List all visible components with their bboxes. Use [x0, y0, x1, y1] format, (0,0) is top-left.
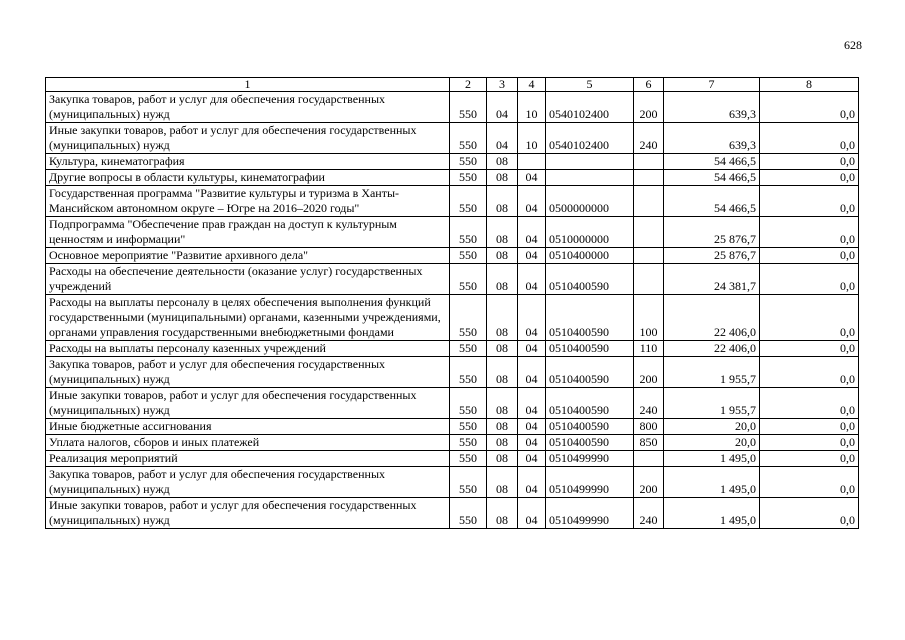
row-subsection-cell: 04: [518, 388, 546, 419]
row-code-cell: 550: [450, 341, 487, 357]
row-amount2-cell: 0,0: [760, 388, 859, 419]
row-name-cell: Реализация мероприятий: [46, 451, 450, 467]
row-subsection-cell: 04: [518, 357, 546, 388]
row-amount2-cell: 0,0: [760, 341, 859, 357]
row-target-cell: 0510400590: [546, 388, 634, 419]
row-target-cell: 0510400590: [546, 264, 634, 295]
row-name-cell: Иные закупки товаров, работ и услуг для обеспечения государственных (муниципальных) нужд: [46, 123, 450, 154]
row-target-cell: 0510400590: [546, 419, 634, 435]
row-code-cell: 550: [450, 451, 487, 467]
row-section-cell: 08: [487, 451, 518, 467]
row-name-cell: Иные бюджетные ассигнования: [46, 419, 450, 435]
row-code-cell: 550: [450, 357, 487, 388]
row-code-cell: 550: [450, 467, 487, 498]
row-amount-cell: 54 466,5: [664, 186, 760, 217]
row-code-cell: 550: [450, 248, 487, 264]
header-cell-2: 2: [450, 78, 487, 92]
row-subsection-cell: 04: [518, 467, 546, 498]
row-section-cell: 08: [487, 170, 518, 186]
table-row: [46, 341, 859, 357]
row-type-cell: 240: [634, 123, 664, 154]
row-target-cell: [546, 170, 634, 186]
row-amount-cell: 1 495,0: [664, 498, 760, 529]
row-code-cell: 550: [450, 186, 487, 217]
row-amount2-cell: 0,0: [760, 217, 859, 248]
header-cell-1: 1: [46, 78, 450, 92]
header-cell-7: 7: [664, 78, 760, 92]
row-section-cell: 08: [487, 498, 518, 529]
row-target-cell: 0510499990: [546, 467, 634, 498]
row-section-cell: 08: [487, 186, 518, 217]
table-row: [46, 357, 859, 388]
row-code-cell: 550: [450, 92, 487, 123]
row-section-cell: 08: [487, 435, 518, 451]
row-type-cell: 100: [634, 295, 664, 341]
row-subsection-cell: 04: [518, 498, 546, 529]
row-amount2-cell: 0,0: [760, 295, 859, 341]
row-code-cell: 550: [450, 154, 487, 170]
row-amount2-cell: 0,0: [760, 451, 859, 467]
row-code-cell: 550: [450, 264, 487, 295]
row-amount2-cell: 0,0: [760, 419, 859, 435]
table-row: [46, 92, 859, 123]
row-type-cell: 800: [634, 419, 664, 435]
row-type-cell: [634, 451, 664, 467]
row-amount2-cell: 0,0: [760, 357, 859, 388]
row-code-cell: 550: [450, 295, 487, 341]
table-row: [46, 419, 859, 435]
row-target-cell: 0510499990: [546, 498, 634, 529]
row-section-cell: 08: [487, 248, 518, 264]
row-amount2-cell: 0,0: [760, 92, 859, 123]
row-amount-cell: 54 466,5: [664, 154, 760, 170]
row-code-cell: 550: [450, 498, 487, 529]
row-amount2-cell: 0,0: [760, 154, 859, 170]
table-row: [46, 217, 859, 248]
row-subsection-cell: 04: [518, 170, 546, 186]
table-row: [46, 467, 859, 498]
row-amount-cell: 1 955,7: [664, 388, 760, 419]
row-type-cell: [634, 248, 664, 264]
header-cell-4: 4: [518, 78, 546, 92]
row-section-cell: 08: [487, 388, 518, 419]
row-amount-cell: 24 381,7: [664, 264, 760, 295]
table-row: [46, 154, 859, 170]
table-row: [46, 451, 859, 467]
row-name-cell: Другие вопросы в области культуры, кинематографии: [46, 170, 450, 186]
page-number: 628: [844, 38, 862, 52]
row-target-cell: 0510400590: [546, 295, 634, 341]
row-amount2-cell: 0,0: [760, 264, 859, 295]
table-row: [46, 170, 859, 186]
row-type-cell: [634, 264, 664, 295]
row-subsection-cell: 04: [518, 295, 546, 341]
row-amount-cell: 25 876,7: [664, 217, 760, 248]
row-type-cell: [634, 154, 664, 170]
row-target-cell: 0510499990: [546, 451, 634, 467]
row-subsection-cell: [518, 154, 546, 170]
row-target-cell: 0510400590: [546, 341, 634, 357]
row-subsection-cell: 10: [518, 123, 546, 154]
row-name-cell: Расходы на выплаты персоналу в целях обеспечения выполнения функций государственными (муниципальными) органами, казенными учреждениями, органами управления государственными внебюджетными фондами: [46, 295, 450, 341]
row-name-cell: Подпрограмма "Обеспечение прав граждан на доступ к культурным ценностям и информации": [46, 217, 450, 248]
row-subsection-cell: 04: [518, 341, 546, 357]
row-name-cell: Основное мероприятие "Развитие архивного дела": [46, 248, 450, 264]
row-subsection-cell: 10: [518, 92, 546, 123]
row-amount2-cell: 0,0: [760, 186, 859, 217]
row-target-cell: 0540102400: [546, 123, 634, 154]
row-section-cell: 08: [487, 357, 518, 388]
row-type-cell: 200: [634, 357, 664, 388]
row-subsection-cell: 04: [518, 435, 546, 451]
row-subsection-cell: 04: [518, 186, 546, 217]
row-name-cell: Расходы на выплаты персоналу казенных учреждений: [46, 341, 450, 357]
row-code-cell: 550: [450, 419, 487, 435]
header-cell-3: 3: [487, 78, 518, 92]
header-cell-6: 6: [634, 78, 664, 92]
row-section-cell: 04: [487, 92, 518, 123]
row-type-cell: 240: [634, 388, 664, 419]
row-amount-cell: 54 466,5: [664, 170, 760, 186]
row-target-cell: 0500000000: [546, 186, 634, 217]
row-amount2-cell: 0,0: [760, 467, 859, 498]
row-target-cell: 0510000000: [546, 217, 634, 248]
row-section-cell: 08: [487, 419, 518, 435]
row-subsection-cell: 04: [518, 264, 546, 295]
header-cell-8: 8: [760, 78, 859, 92]
table-row: [46, 264, 859, 295]
row-type-cell: [634, 186, 664, 217]
table-row: [46, 388, 859, 419]
row-section-cell: 08: [487, 154, 518, 170]
row-target-cell: 0540102400: [546, 92, 634, 123]
row-amount-cell: 20,0: [664, 435, 760, 451]
table-row: [46, 186, 859, 217]
row-code-cell: 550: [450, 388, 487, 419]
row-amount-cell: 639,3: [664, 92, 760, 123]
row-section-cell: 08: [487, 217, 518, 248]
row-target-cell: 0510400590: [546, 357, 634, 388]
table-row: [46, 123, 859, 154]
row-name-cell: Закупка товаров, работ и услуг для обеспечения государственных (муниципальных) нужд: [46, 467, 450, 498]
header-cell-5: 5: [546, 78, 634, 92]
row-amount-cell: 639,3: [664, 123, 760, 154]
row-amount-cell: 22 406,0: [664, 341, 760, 357]
table-row: [46, 498, 859, 529]
row-code-cell: 550: [450, 217, 487, 248]
table-row: [46, 435, 859, 451]
row-amount-cell: 1 495,0: [664, 451, 760, 467]
row-type-cell: 240: [634, 498, 664, 529]
row-subsection-cell: 04: [518, 419, 546, 435]
row-amount2-cell: 0,0: [760, 498, 859, 529]
table-row: [46, 295, 859, 341]
row-type-cell: 110: [634, 341, 664, 357]
table-header: [46, 78, 859, 92]
row-name-cell: Государственная программа "Развитие культуры и туризма в Ханты-Мансийском автономном округе – Югре на 2016–2020 годы": [46, 186, 450, 217]
row-type-cell: [634, 170, 664, 186]
row-type-cell: 200: [634, 467, 664, 498]
row-type-cell: [634, 217, 664, 248]
row-code-cell: 550: [450, 435, 487, 451]
table-row: [46, 248, 859, 264]
row-amount2-cell: 0,0: [760, 123, 859, 154]
row-amount2-cell: 0,0: [760, 248, 859, 264]
row-amount-cell: 1 955,7: [664, 357, 760, 388]
row-section-cell: 04: [487, 123, 518, 154]
row-amount2-cell: 0,0: [760, 170, 859, 186]
row-amount-cell: 1 495,0: [664, 467, 760, 498]
row-section-cell: 08: [487, 295, 518, 341]
row-subsection-cell: 04: [518, 451, 546, 467]
row-amount-cell: 22 406,0: [664, 295, 760, 341]
row-amount2-cell: 0,0: [760, 435, 859, 451]
row-name-cell: Культура, кинематография: [46, 154, 450, 170]
row-code-cell: 550: [450, 170, 487, 186]
row-type-cell: 200: [634, 92, 664, 123]
table-body: [46, 92, 859, 529]
row-name-cell: Уплата налогов, сборов и иных платежей: [46, 435, 450, 451]
row-amount-cell: 20,0: [664, 419, 760, 435]
budget-table: [45, 77, 859, 529]
row-name-cell: Иные закупки товаров, работ и услуг для обеспечения государственных (муниципальных) нужд: [46, 388, 450, 419]
row-target-cell: 0510400000: [546, 248, 634, 264]
row-subsection-cell: 04: [518, 248, 546, 264]
row-section-cell: 08: [487, 341, 518, 357]
row-type-cell: 850: [634, 435, 664, 451]
row-name-cell: Закупка товаров, работ и услуг для обеспечения государственных (муниципальных) нужд: [46, 92, 450, 123]
row-section-cell: 08: [487, 467, 518, 498]
row-name-cell: Закупка товаров, работ и услуг для обеспечения государственных (муниципальных) нужд: [46, 357, 450, 388]
row-name-cell: Расходы на обеспечение деятельности (оказание услуг) государственных учреждений: [46, 264, 450, 295]
row-section-cell: 08: [487, 264, 518, 295]
row-target-cell: [546, 154, 634, 170]
row-subsection-cell: 04: [518, 217, 546, 248]
row-name-cell: Иные закупки товаров, работ и услуг для обеспечения государственных (муниципальных) нужд: [46, 498, 450, 529]
row-target-cell: 0510400590: [546, 435, 634, 451]
header-row: [46, 78, 859, 92]
row-amount-cell: 25 876,7: [664, 248, 760, 264]
row-code-cell: 550: [450, 123, 487, 154]
